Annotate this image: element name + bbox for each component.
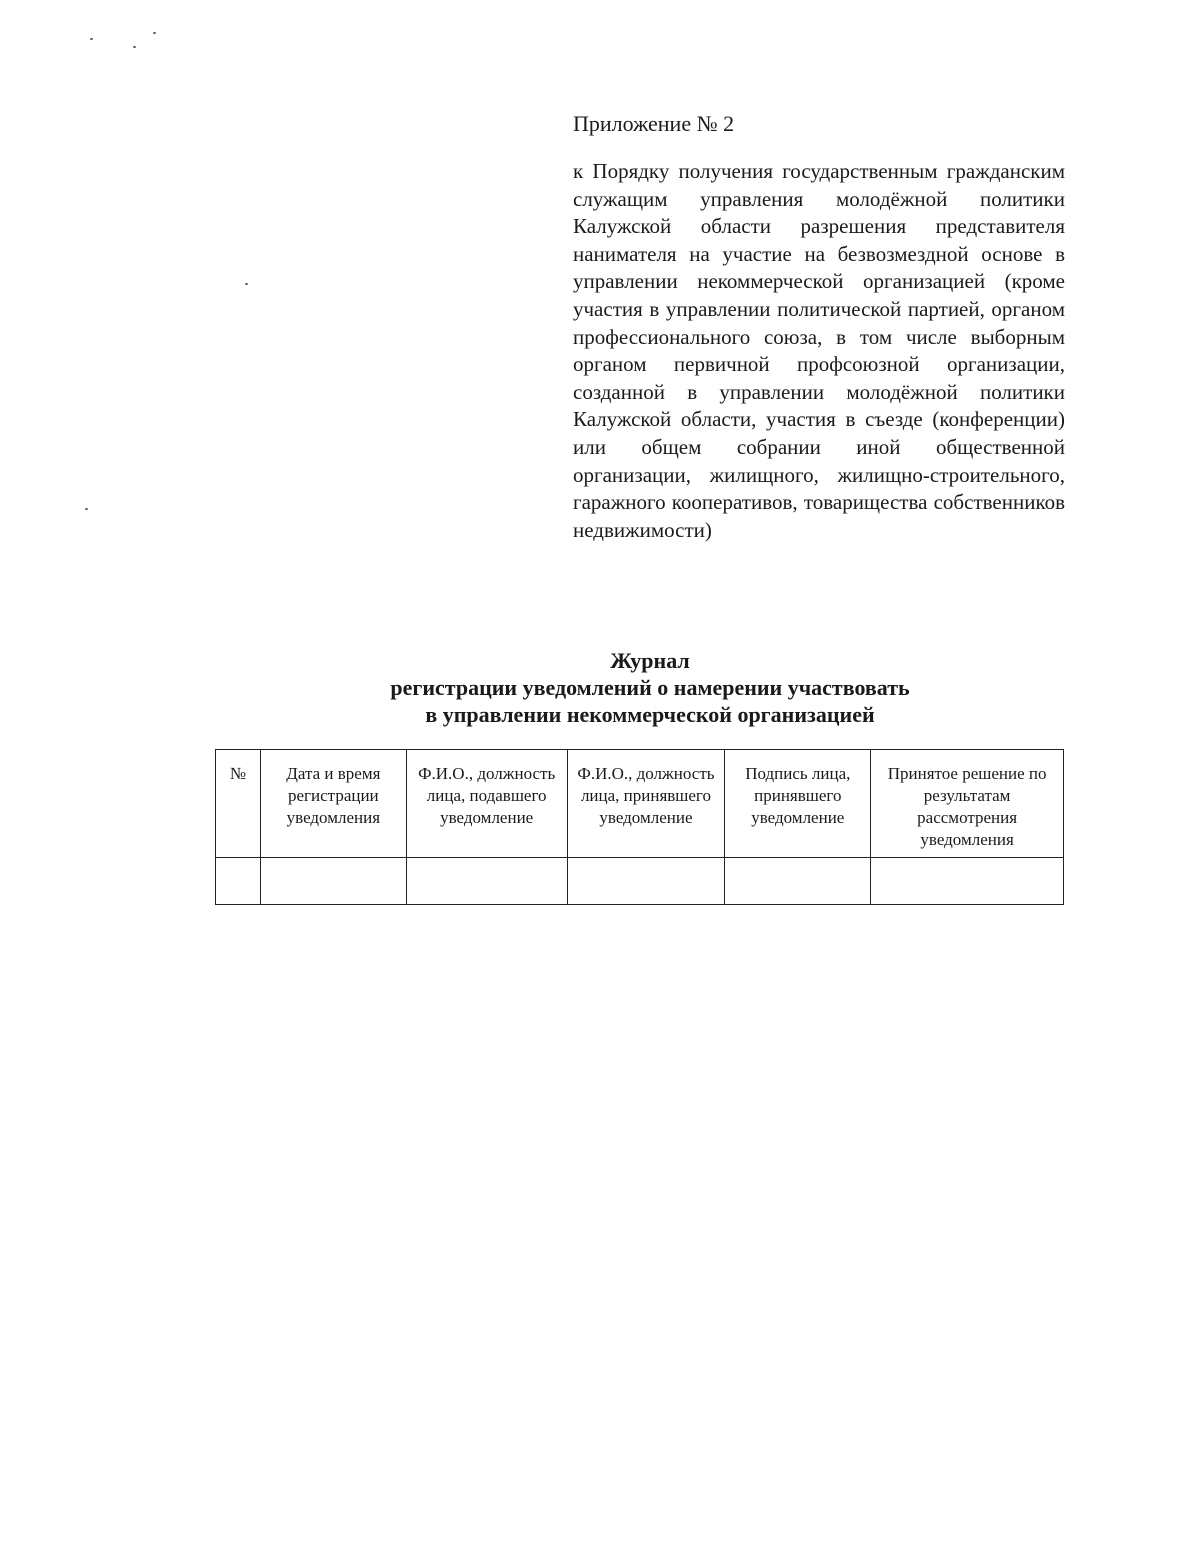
header-cell-receiver: Ф.И.О., должность лица, принявшего уведомление <box>567 750 725 858</box>
journal-heading-line2: регистрации уведомлений о намерении участвовать <box>390 675 910 700</box>
scan-speck <box>133 46 136 48</box>
header-cell-signature: Подпись лица, принявшего уведомление <box>725 750 871 858</box>
table-header-row <box>216 750 1064 858</box>
table-cell <box>406 858 567 905</box>
table-cell <box>725 858 871 905</box>
table-cell <box>567 858 725 905</box>
journal-table <box>215 749 1064 905</box>
table-row <box>216 858 1064 905</box>
table-cell <box>871 858 1064 905</box>
scan-speck <box>153 32 156 34</box>
appendix-title: Приложение № 2 <box>573 111 735 136</box>
scan-speck <box>245 283 248 285</box>
table-cell <box>260 858 406 905</box>
appendix-text: к Порядку получения государственным гражданским служащим управления молодёжной политики Калужской области разрешения представителя нанимателя на участие на безвозмездной основе в управлении некоммерческой организацией (кроме участия в управлении политической партией, органом профессионального союза, в том числе выборным органом первичной профсоюзной организации, созданной в управлении молодёжной политики Калужской области, участия в съезде (конференции) или общем собрании иной общественной организации, жилищного, жилищно-строительного, гаражного кооперативов, товарищества собственников недвижимости) <box>573 159 1065 542</box>
journal-heading <box>300 647 1000 728</box>
scan-speck <box>85 508 88 510</box>
header-cell-decision: Принятое решение по результатам рассмотрения уведомления <box>871 750 1064 858</box>
header-cell-submitter: Ф.И.О., должность лица, подавшего уведомление <box>406 750 567 858</box>
table-cell <box>216 858 261 905</box>
scan-speck <box>90 38 93 40</box>
journal-heading-line3: в управлении некоммерческой организацией <box>425 702 875 727</box>
header-cell-number: № <box>216 750 261 858</box>
header-cell-date: Дата и время регистрации уведомления <box>260 750 406 858</box>
journal-heading-line1: Журнал <box>610 648 690 673</box>
